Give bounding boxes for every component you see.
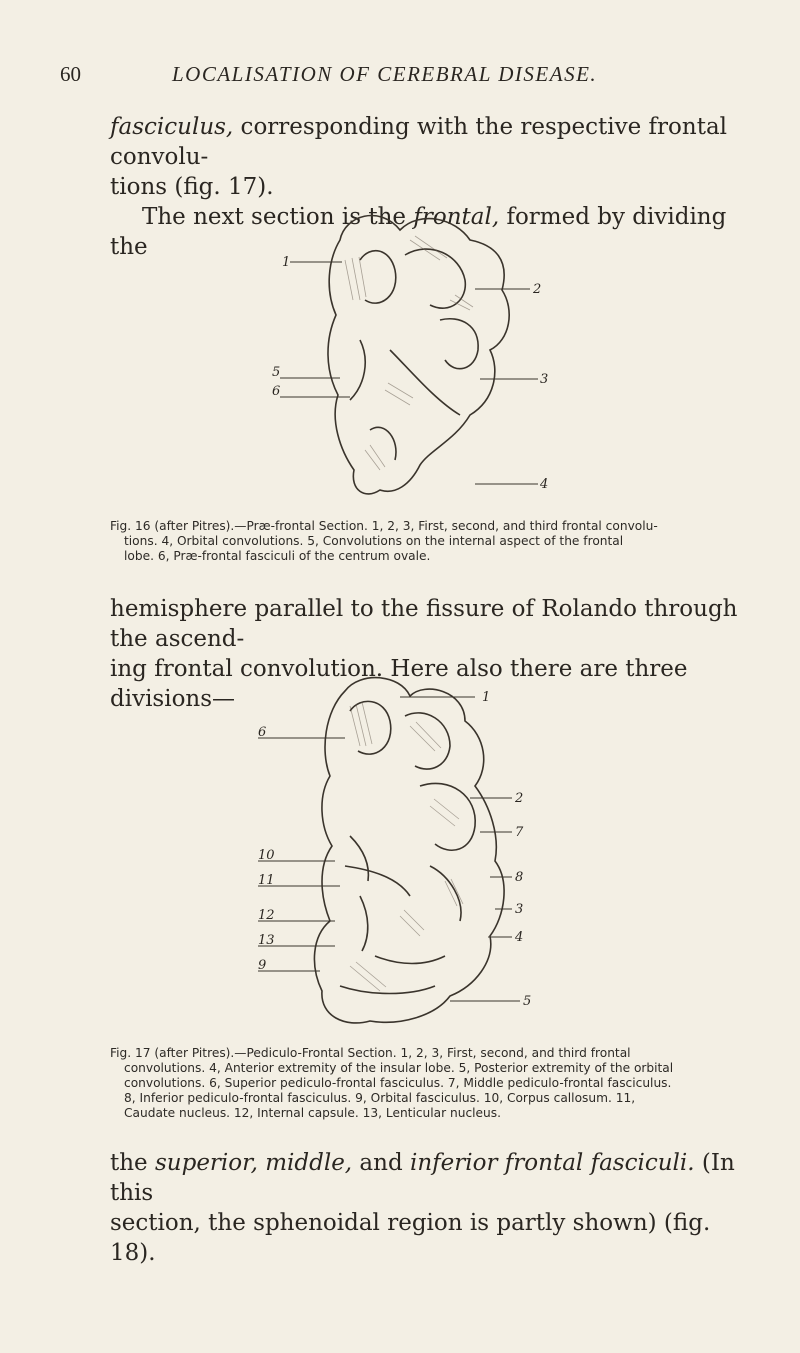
fig17-caption-line-5: Caudate nucleus. 12, Internal capsule. 13, Lenticular nucleus. xyxy=(124,1106,501,1120)
figure-17-caption xyxy=(110,1046,710,1121)
fig17-label-1: 1 xyxy=(482,690,491,705)
paragraph-3-line-1 xyxy=(110,1148,750,1208)
fig17-label-13: 13 xyxy=(258,933,275,948)
fig17-caption-line-4: 8, Inferior pediculo-frontal fasciculus. 9, Orbital fasciculus. 10, Corpus callosum. 11, xyxy=(124,1091,636,1105)
fig17-label-3: 3 xyxy=(515,902,524,917)
page-header xyxy=(60,56,750,96)
fig17-label-2: 2 xyxy=(515,791,524,806)
fig16-label-3: 3 xyxy=(540,372,549,387)
paragraph-1-line-1 xyxy=(110,112,750,172)
figure-16-illustration xyxy=(270,200,570,510)
fig17-label-12: 12 xyxy=(258,908,275,923)
paragraph-3-italic-2: inferior frontal fasciculi. xyxy=(410,1150,695,1176)
page-number: 60 xyxy=(60,62,81,86)
figure-16-drawing xyxy=(270,200,570,510)
paragraph-1-line-3-end: formed by dividing the xyxy=(110,204,727,260)
paragraph-3 xyxy=(110,1148,750,1268)
paragraph-1-line-3-start: The next section is the xyxy=(142,204,414,230)
paragraph-1-line-2: tions (fig. 17). xyxy=(110,174,274,200)
fig17-label-7: 7 xyxy=(515,825,524,840)
fig17-label-10: 10 xyxy=(258,848,275,863)
fig17-label-11: 11 xyxy=(258,873,275,888)
fig17-caption-line-1: Fig. 17 (after Pitres).—Pediculo-Frontal Section. 1, 2, 3, First, second, and third frontal xyxy=(110,1046,631,1060)
paragraph-3-line-1-start: the xyxy=(110,1150,155,1176)
fig17-caption-line-3: convolutions. 6, Superior pediculo-frontal fasciculus. 7, Middle pediculo-frontal fasciculus. xyxy=(124,1076,672,1090)
fig17-caption-line-2: convolutions. 4, Anterior extremity of the insular lobe. 5, Posterior extremity of the orbital xyxy=(124,1061,674,1075)
fig16-caption-line-3: lobe. 6, Præ-frontal fasciculi of the centrum ovale. xyxy=(124,549,431,563)
paragraph-1-line-1-text: corresponding with the respective frontal convolu- xyxy=(110,114,728,170)
fig16-caption-line-2: tions. 4, Orbital convolutions. 5, Convolutions on the internal aspect of the frontal xyxy=(124,534,624,548)
figure-17-illustration xyxy=(250,666,570,1051)
fig17-label-9: 9 xyxy=(258,958,267,973)
figure-16-caption xyxy=(110,519,710,564)
fig17-label-4: 4 xyxy=(515,930,524,945)
fig16-label-4: 4 xyxy=(540,477,549,492)
running-title: LOCALISATION OF CEREBRAL DISEASE. xyxy=(172,62,598,86)
paragraph-3-and: and xyxy=(352,1150,410,1176)
paragraph-3-line-2: section, the sphenoidal region is partly shown) (fig. 18). xyxy=(110,1210,711,1266)
fig17-label-6: 6 xyxy=(258,725,267,740)
fig16-label-2: 2 xyxy=(533,282,542,297)
paragraph-1-italic: fasciculus, xyxy=(110,114,234,140)
fig16-caption-line-1: Fig. 16 (after Pitres).—Præ-frontal Section. 1, 2, 3, First, second, and third frontal convolu- xyxy=(110,519,658,533)
paragraph-1-line-3-italic: frontal, xyxy=(413,204,500,230)
paragraph-3-line-1-end: (In this xyxy=(110,1150,735,1206)
fig16-label-5: 5 xyxy=(272,365,281,380)
fig17-label-5: 5 xyxy=(523,994,532,1009)
paragraph-3-italic-1: superior, middle, xyxy=(154,1150,353,1176)
paragraph-2-line-2: ing frontal convolution. Here also there are three divisions— xyxy=(110,656,688,712)
figure-17-drawing xyxy=(250,666,570,1051)
fig16-label-1: 1 xyxy=(282,255,291,270)
fig16-label-6: 6 xyxy=(272,384,281,399)
fig17-label-8: 8 xyxy=(515,870,524,885)
paragraph-2-line-1: hemisphere parallel to the fissure of Rolando through the ascend- xyxy=(110,596,738,652)
